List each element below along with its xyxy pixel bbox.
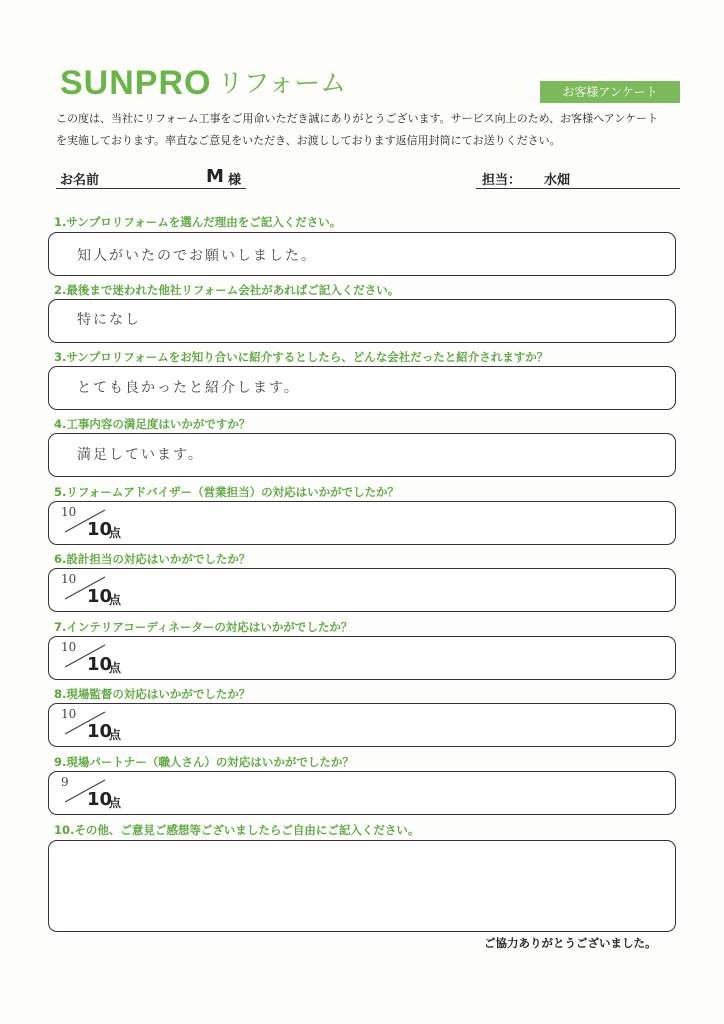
- question-1-answer: 知人がいたのでお願いしました。: [77, 248, 317, 264]
- customer-row: [56, 165, 680, 189]
- question-6-score-unit: 点: [109, 593, 122, 607]
- question-7-handwritten-score: 10: [61, 640, 77, 654]
- question-6-handwritten-score: 10: [61, 572, 77, 586]
- question-2-answer-box: [48, 299, 676, 343]
- question-7-answer-box: [48, 636, 676, 680]
- question-8-answer-box: [48, 703, 676, 747]
- question-5-answer-box: [48, 501, 676, 545]
- name-value: M: [206, 166, 224, 187]
- thanks-message: ご協力ありがとうございました。: [484, 936, 657, 950]
- question-1-answer-box: [48, 232, 676, 276]
- question-7-score-unit: 点: [109, 661, 122, 675]
- question-1-label: 1.サンプロリフォームを選んだ理由をご記入ください。: [54, 215, 342, 229]
- question-2-label: 2.最後まで迷われた他社リフォーム会社があればご記入ください。: [54, 283, 400, 297]
- question-3-label: 3.サンプロリフォームをお知り合いに紹介するとしたら、どんな会社だったと紹介されますか？: [54, 350, 549, 364]
- question-10-label: 10.その他、ご意見ご感想等ございましたらご自由にご記入ください。: [54, 823, 420, 837]
- staff-label: 担当：: [482, 173, 522, 188]
- brand-name: SUNPRO: [60, 64, 212, 102]
- question-9-handwritten-score: 9: [61, 775, 69, 789]
- name-underline: [56, 188, 246, 189]
- question-2-answer: 特になし: [77, 312, 141, 328]
- question-3-answer: とても良かったと紹介します。: [77, 380, 300, 396]
- question-8-score-unit: 点: [109, 728, 122, 742]
- question-8-handwritten-score: 10: [61, 707, 77, 721]
- question-9-max-score: 10: [87, 789, 113, 810]
- question-4-answer-box: [48, 433, 676, 477]
- survey-badge: お客様アンケート: [540, 81, 680, 103]
- question-8-max-score: 10: [87, 721, 113, 742]
- question-5-handwritten-score: 10: [61, 505, 77, 519]
- question-10-answer-box: [48, 840, 676, 932]
- intro-text: [56, 108, 696, 152]
- question-9-score-unit: 点: [109, 796, 122, 810]
- question-7-label: 7.インテリアコーディネーターの対応はいかがでしたか？: [54, 620, 353, 634]
- intro-line-1: この度は、当社にリフォーム工事をご用命いただき誠にありがとうございます。サービス向上のため、お客様へアンケート: [56, 112, 659, 125]
- question-6-label: 6.設計担当の対応はいかがでしたか？: [54, 552, 251, 566]
- name-label: お名前: [60, 173, 100, 188]
- staff-value: 水畑: [544, 173, 571, 188]
- sunpro-logo: [60, 64, 346, 103]
- question-7-max-score: 10: [87, 654, 113, 675]
- question-9-answer-box: [48, 771, 676, 815]
- question-4-answer: 満足しています。: [77, 447, 204, 463]
- question-9-label: 9.現場パートナー（職人さん）の対応はいかがでしたか？: [54, 755, 354, 769]
- question-5-label: 5.リフォームアドバイザー（営業担当）の対応はいかがでしたか？: [54, 485, 400, 499]
- question-5-max-score: 10: [87, 519, 113, 540]
- question-5-score-unit: 点: [109, 526, 122, 540]
- intro-line-2: を実施しております。率直なご意見をいただき、お渡ししております返信用封筒にてお送りください。: [56, 134, 561, 147]
- name-suffix: 様: [228, 173, 242, 188]
- question-8-label: 8.現場監督の対応はいかがでしたか？: [54, 687, 251, 701]
- question-4-label: 4.工事内容の満足度はいかがですか？: [54, 417, 251, 431]
- question-6-answer-box: [48, 568, 676, 612]
- question-6-max-score: 10: [87, 586, 113, 607]
- question-3-answer-box: [48, 366, 676, 410]
- brand-sub: リフォーム: [217, 68, 347, 98]
- staff-underline: [476, 188, 680, 189]
